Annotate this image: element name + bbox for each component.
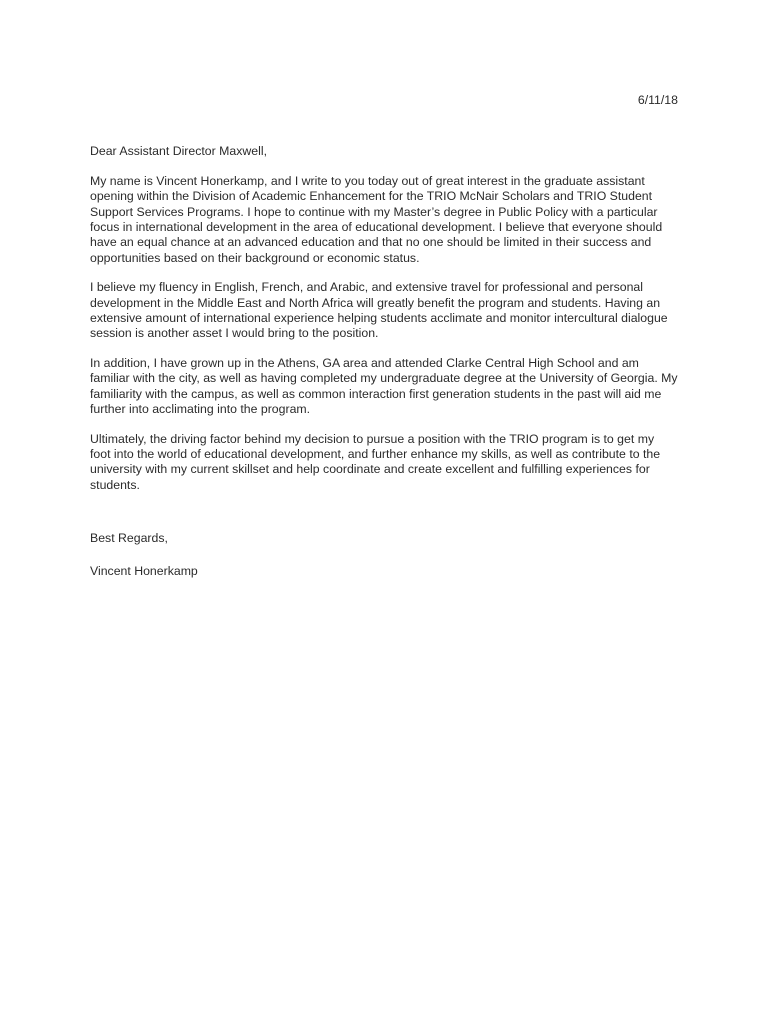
body-paragraph-4: Ultimately, the driving factor behind my decision to pursue a position with the TRIO program is to get my foot into the world of educational development, and further enhance my skills, as well as contribute to the university with my current skillset and help coordinate and create excellent and fulfilling experiences for students.	[90, 431, 661, 492]
closing: Best Regards,	[90, 531, 168, 546]
signature-name: Vincent Honerkamp	[90, 563, 198, 578]
cover-letter	[90, 93, 678, 579]
body-paragraph-3: In addition, I have grown up in the Athens, GA area and attended Clarke Central High School and am familiar with the city, as well as having completed my undergraduate degree at the University of Georgia. My familiarity with the campus, as well as common interaction first generation students in the past will aid me further into acclimating into the program.	[90, 355, 678, 417]
body-paragraph-1: My name is Vincent Honerkamp, and I write to you today out of great interest in the graduate assistant opening within the Division of Academic Enhancement for the TRIO McNair Scholars and TRIO Student Support Services Programs. I hope to continue with my Master’s degree in Public Policy with a particular focus in international development in the area of educational development. I believe that everyone should have an equal chance at an advanced education and that no one should be limited in their success and opportunities based on their background or economic status.	[90, 173, 663, 265]
letter-date: 6/11/18	[637, 93, 678, 107]
salutation: Dear Assistant Director Maxwell,	[90, 144, 267, 159]
body-paragraph-2: I believe my fluency in English, French, and Arabic, and extensive travel for professional and personal development in the Middle East and North Africa will greatly benefit the program and students. Having an extensive amount of international experience helping students acclimate and monitor intercultural dialogue session is another asset I would bring to the position.	[90, 280, 668, 341]
